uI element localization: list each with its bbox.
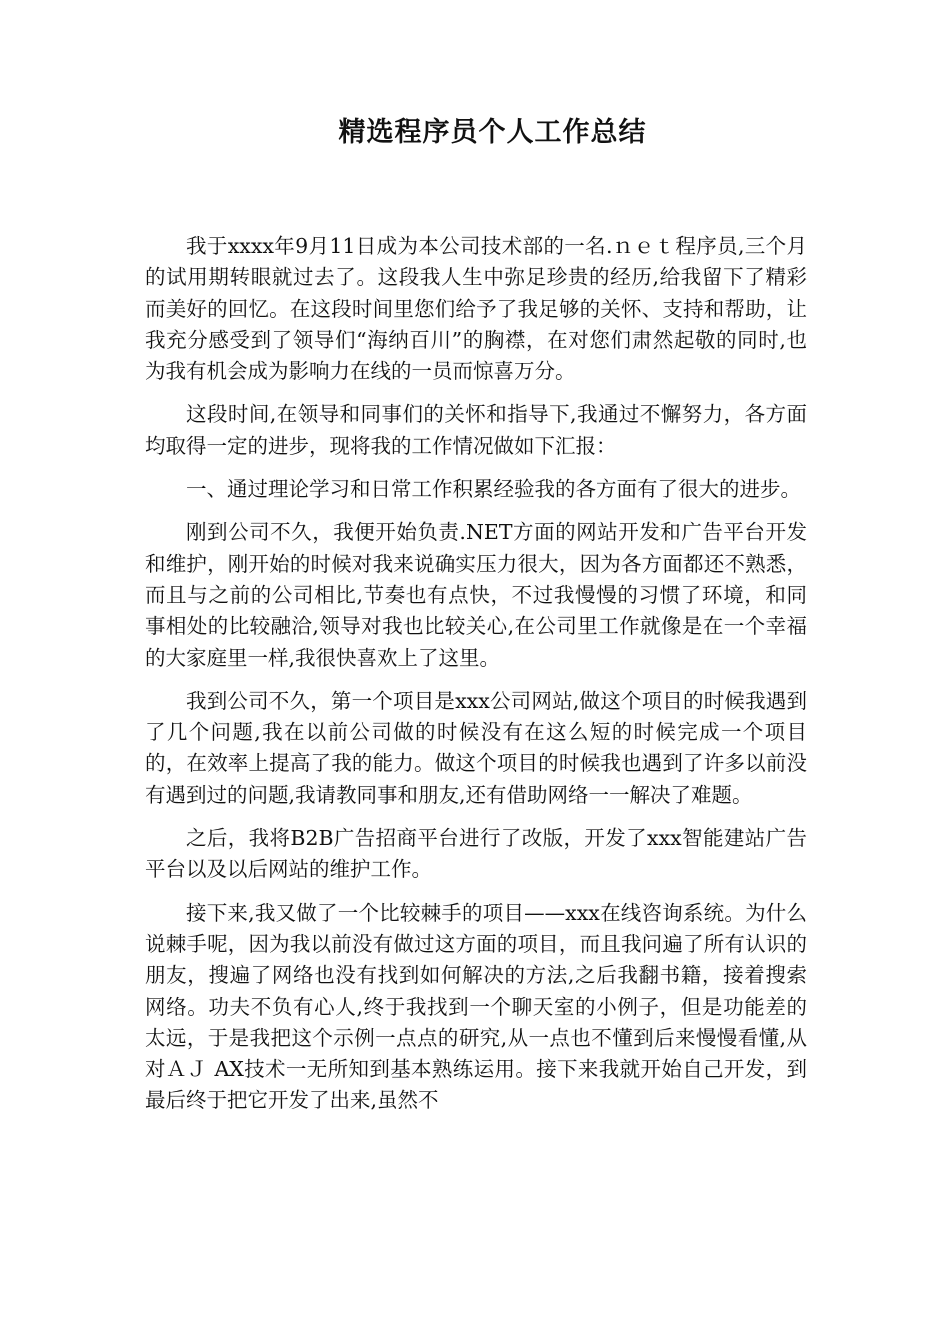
- paragraph-1: 我于xxxx年9月11日成为本公司技术部的一名.ｎｅｔ程序员,三个月的试用期转眼就过去了。这段我人生中弥足珍贵的经历,给我留下了精彩而美好的回忆。在这段时间里您们给予了我足够的关怀、支持和帮助，让我充分感受到了领导们“海纳百川”的胸襟，在对您们肃然起敬的同时,也为我有机会成为影响力在线的一员而惊喜万分。: [145, 234, 807, 384]
- document-body: [145, 231, 807, 1129]
- document-title: 精选程序员个人工作总结: [338, 117, 647, 148]
- paragraph-3: 一、通过理论学习和日常工作积累经验我的各方面有了很大的进步。: [186, 477, 801, 502]
- paragraph-2: 这段时间,在领导和同事们的关怀和指导下,我通过不懈努力，各方面均取得一定的进步，现将我的工作情况做如下汇报：: [145, 402, 807, 458]
- paragraph-5: 我到公司不久，第一个项目是xxx公司网站,做这个项目的时候我遇到了几个问题,我在以前公司做的时候没有在这么短的时候完成一个项目的，在效率上提高了我的能力。做这个项目的时候我也遇到了许多以前没有遇到过的问题,我请教同事和朋友,还有借助网络一一解决了难题。: [145, 688, 807, 807]
- paragraph-6: 之后，我将B2B广告招商平台进行了改版，开发了xxx智能建站广告平台以及以后网站的维护工作。: [145, 826, 807, 882]
- paragraph-4: 刚到公司不久，我便开始负责.NET方面的网站开发和广告平台开发和维护，刚开始的时候对我来说确实压力很大，因为各方面都还不熟悉，而且与之前的公司相比,节奏也有点快，不过我慢慢的习惯了环境，和同事相处的比较融洽,领导对我也比较关心,在公司里工作就像是在一个幸福的大家庭里一样,我很快喜欢上了这里。: [145, 520, 807, 670]
- paragraph-7: 接下来,我又做了一个比较棘手的项目——xxx在线咨询系统。为什么说棘手呢，因为我以前没有做过这方面的项目，而且我问遍了所有认识的朋友，搜遍了网络也没有找到如何解决的方法,之后我翻书籍，接着搜索网络。功夫不负有心人,终于我找到一个聊天室的小例子，但是功能差的太远，于是我把这个示例一点点的研究,从一点也不懂到后来慢慢看懂,从对ＡＪ AX技术一无所知到基本熟练运用。接下来我就开始自己开发，到最后终于把它开发了出来,虽然不: [145, 900, 807, 1113]
